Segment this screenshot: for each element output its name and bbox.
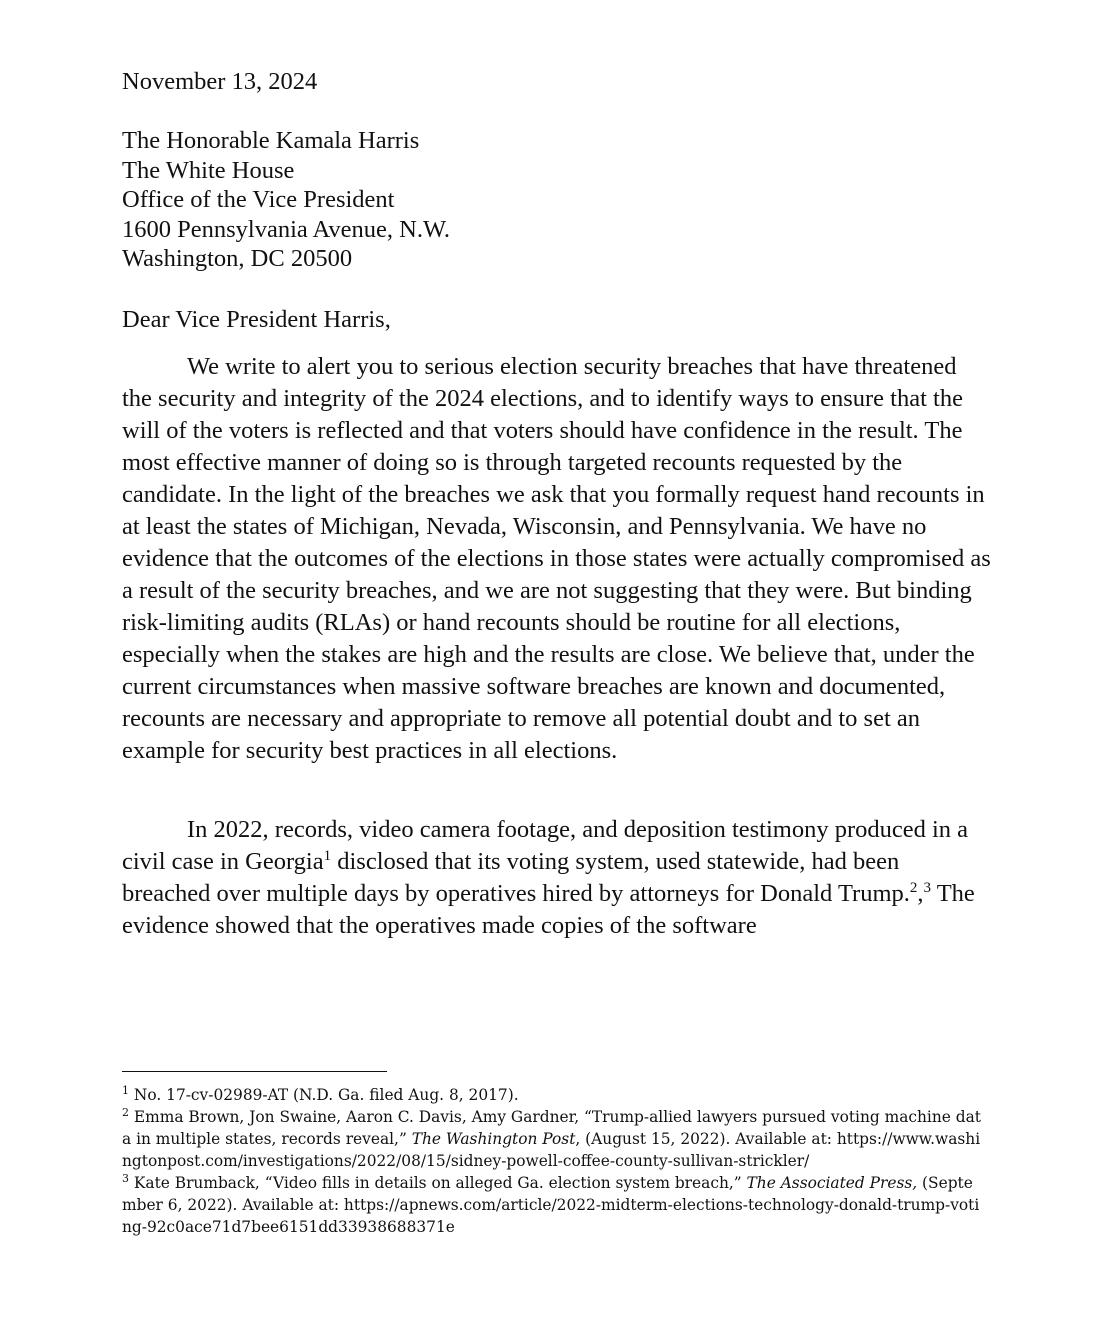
address-line: The White House [122,156,295,184]
footnote-number: 1 [122,1083,129,1097]
footnote-number: 3 [122,1171,129,1185]
footnote-ref-2: 2 [909,879,918,896]
address-line: The Honorable Kamala Harris [122,127,420,154]
footnote-number: 2 [122,1105,129,1119]
footnotes [122,1084,982,1238]
footnote-2 [122,1106,982,1172]
paragraph-2-text: disclosed that its voting system, used statewide, had been breached over multiple days by operatives hired by attorneys for Donald Trump. [122,848,910,907]
footnote-text: (September 6, 2022). Available at: https://apnews.com/article/2022-midterm-elections-technology-donald-trump-voting-92c0ace71d7bee6151dd33938688371e [122,1174,980,1236]
address-line: Washington, DC 20500 [122,245,353,272]
paragraph-2-text: The evidence showed that the operatives made copies of the software [122,880,975,939]
footnote-text: Emma Brown, Jon Swaine, Aaron C. Davis, Amy Gardner, “Trump-allied lawyers pursued voting machine data in multiple states, records reveal,” [122,1108,981,1148]
footnote-3 [122,1172,982,1238]
paragraph-1: We write to alert you to serious election security breaches that have threatened the security and integrity of the 2024 elections, and to identify ways to ensure that the will of the voters is reflected and that voters should have confidence in the result. The most effective manner of doing so is through targeted recounts requested by the candidate. In the light of the breaches we ask that you formally request hand recounts in at least the states of Michigan, Nevada, Wisconsin, and Pennsylvania. We have no evidence that the outcomes of the elections in those states were actually compromised as a result of the security breaches, and we are not suggesting that they were. But binding risk-limiting audits (RLAs) or hand recounts should be routine for all elections, especially when the stakes are high and the results are close. We believe that, under the current circumstances when massive software breaches are known and documented, recounts are necessary and appropriate to remove all potential doubt and to set an example for security best practices in all elections. [122,353,991,764]
address-line: 1600 Pennsylvania Avenue, N.W. [122,215,450,243]
footnote-divider [122,1071,387,1072]
footnote-ref-1: 1 [323,847,332,864]
address-line: Office of the Vice President [122,186,395,213]
paragraph-2 [122,814,992,942]
footnote-publication: The Washington Post [411,1130,576,1148]
footnote-1 [122,1084,982,1106]
footnote-ref-3: 3 [923,879,932,896]
footnote-ref-separator: , [917,880,924,907]
footnote-text: Kate Brumback, “Video fills in details on alleged Ga. election system breach,” [133,1174,747,1192]
salutation: Dear Vice President Harris, [122,306,391,333]
recipient-address [122,126,992,274]
footnote-text: No. 17-cv-02989-AT (N.D. Ga. filed Aug. 8, 2017). [133,1086,519,1104]
footnote-publication: The Associated Press, [746,1174,918,1192]
footnote-text: , (August 15, 2022). Available at: https://www.washingtonpost.com/investigations/2022/08/15/sidney-powell-coffee-county-sullivan-strickler/ [122,1130,981,1170]
letter-date: November 13, 2024 [122,68,318,95]
paragraph-2-text: In 2022, records, video camera footage, and deposition testimony produced in a civil case in Georgia [122,816,969,875]
